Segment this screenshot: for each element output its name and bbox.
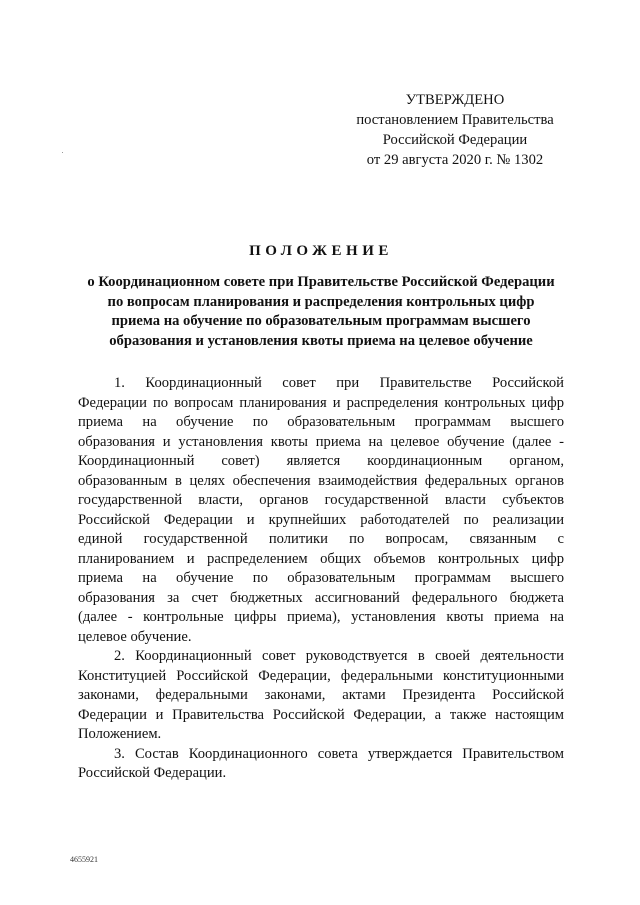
approval-line-1: постановлением Правительства — [356, 112, 554, 128]
paragraph-1 — [78, 374, 564, 647]
document-header — [78, 241, 564, 351]
body-line: Конституцией Российской Федерации, федеральными конституционными — [78, 667, 564, 684]
paragraph-2 — [78, 647, 564, 745]
body-line: Федерации и Правительства Российской Федерации, а также настоящим — [78, 706, 564, 723]
document-body — [78, 374, 564, 784]
body-line: образования и установления квоты приема на целевое обучение (далее - — [78, 433, 564, 450]
body-line: (далее - контрольные цифры приема), установления квоты приема на — [78, 609, 564, 625]
body-line: 1. Координационный совет при Правительстве Российской — [114, 375, 564, 391]
scan-speck — [62, 152, 63, 153]
approval-line-2: Российской Федерации — [382, 132, 528, 148]
document-title: ПОЛОЖЕНИЕ — [249, 243, 393, 259]
body-line: Российской Федерации. — [78, 765, 227, 781]
body-line: 3. Состав Координационного совета утверждается Правительством — [114, 745, 564, 762]
body-line: Российской Федерации и крупнейших работодателей по реализации — [78, 511, 564, 528]
paragraph-3 — [78, 745, 564, 784]
body-line: Положением. — [78, 726, 162, 742]
document-subtitle — [78, 273, 564, 351]
body-line: законами, федеральными законами, актами Президента Российской — [78, 687, 564, 703]
body-line: приема на обучение по образовательным программам высшего — [78, 414, 564, 430]
subtitle-line: образования и установления квоты приема на целевое обучение — [109, 332, 533, 349]
document-id: 4655921 — [70, 855, 98, 864]
body-line: образованным в целях обеспечения взаимодействия федеральных органов — [78, 472, 564, 489]
subtitle-line: о Координационном совете при Правительстве Российской Федерации — [87, 274, 555, 290]
approval-stamp — [345, 90, 565, 170]
body-line: Координационный совет) является координационным органом, — [78, 453, 564, 469]
approval-heading: УТВЕРЖДЕНО — [405, 92, 505, 108]
body-line: государственной власти, органов государственной власти субъектов — [78, 492, 564, 508]
subtitle-line: приема на обучение по образовательным программам высшего — [111, 313, 531, 329]
body-line: приема на обучение по образовательным программам высшего — [78, 570, 564, 586]
body-line: единой государственной политики по вопросам, связанным с — [78, 531, 564, 547]
body-line: целевое обучение. — [78, 628, 192, 645]
subtitle-line: по вопросам планирования и распределения контрольных цифр — [107, 293, 535, 310]
body-line: планированием и распределением общих объемов контрольных цифр — [78, 550, 564, 567]
approval-line-3: от 29 августа 2020 г. № 1302 — [366, 152, 544, 168]
body-line: 2. Координационный совет руководствуется в своей деятельности — [114, 648, 564, 664]
body-line: образования за счет бюджетных ассигнований федерального бюджета — [78, 589, 564, 606]
body-line: Федерации по вопросам планирования и распределения контрольных цифр — [78, 394, 564, 411]
